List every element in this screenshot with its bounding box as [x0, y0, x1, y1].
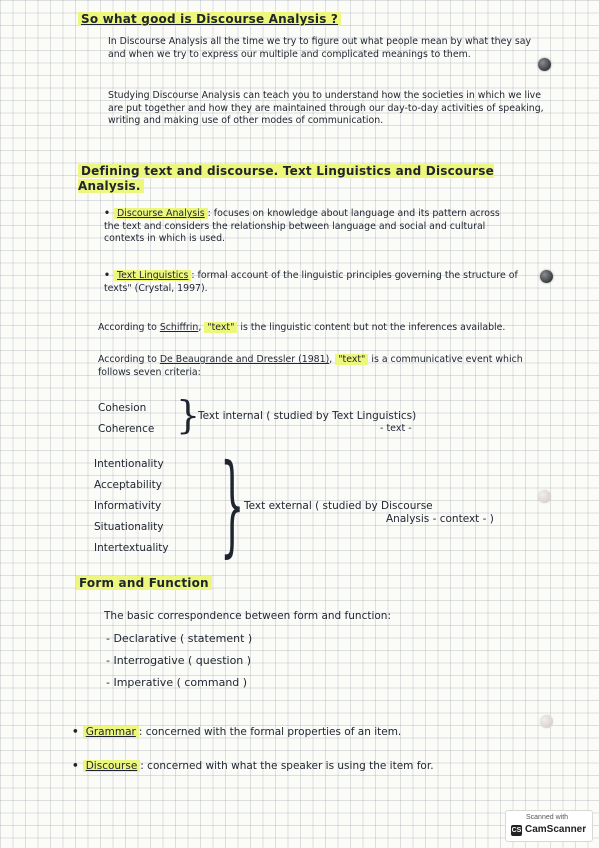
name-beaugrande: De Beaugrande and Dressler (1981) [159, 354, 330, 365]
sentence-type-item: - Imperative ( command ) [106, 676, 248, 689]
quote-text: "text" [204, 322, 237, 333]
bullet-text-linguistics: • Text Linguistics : formal account of the linguistic principles governing the structure of texts" (Crystal, 1997). [104, 270, 518, 294]
term-grammar: Grammar [83, 726, 139, 738]
punch-hole-1 [538, 58, 551, 71]
criterion-item: Informativity [94, 500, 162, 512]
brace-external: } [220, 440, 245, 568]
external-criteria-list [94, 454, 169, 559]
label-text-internal-sub: - text - [380, 423, 412, 434]
term-discourse-analysis: Discourse Analysis [114, 208, 208, 219]
punch-hole-4 [540, 715, 553, 728]
criterion-item: Coherence [98, 423, 155, 435]
heading-defining-text: Defining text and discourse. Text Linguistics and Discourse Analysis. [78, 164, 494, 193]
criterion-item: Intentionality [94, 458, 164, 470]
label-text-external-sub: Analysis - context - ) [386, 513, 494, 525]
paragraph-meaning: In Discourse Analysis all the time we try to figure out what people mean by what they say and when we try to express our multiple and complicated meanings to them. [108, 36, 532, 60]
camscanner-watermark [505, 810, 593, 842]
criterion-item: Cohesion [98, 402, 147, 414]
brace-internal: } [176, 393, 201, 437]
heading-form-function: Form and Function [76, 576, 212, 590]
quote-text-2: "text" [335, 354, 368, 365]
sentence-type-item: - Interrogative ( question ) [106, 654, 252, 667]
bullet-discourse: • Discourse : concerned with what the speaker is using the item for. [72, 760, 434, 772]
bullet-discourse-analysis: • Discourse Analysis : focuses on knowledge about language and its pattern across the text and considers the relationship between language and social and cultural contexts in which is used. [104, 208, 500, 244]
criterion-item: Situationality [94, 521, 164, 533]
paragraph-correspondence: The basic correspondence between form and function: [104, 610, 391, 622]
label-text-internal: Text internal ( studied by Text Linguistics) [198, 410, 417, 422]
criterion-item: Intertextuality [94, 542, 169, 554]
label-text-external: Text external ( studied by Discourse [244, 500, 433, 512]
camscanner-brand-text: CamScanner [525, 824, 587, 835]
term-discourse: Discourse [83, 760, 141, 772]
criterion-item: Acceptability [94, 479, 162, 491]
internal-criteria-list [98, 398, 154, 440]
heading-discourse-analysis-value: So what good is Discourse Analysis ? [78, 12, 341, 26]
paragraph-schiffrin: According to Schiffrin, "text" is the linguistic content but not the inferences available. [98, 322, 506, 333]
sentence-type-item: - Declarative ( statement ) [106, 632, 253, 645]
sentence-types-list [106, 628, 252, 694]
term-text-linguistics: Text Linguistics [114, 270, 191, 281]
punch-hole-2 [540, 270, 553, 283]
paragraph-societies: Studying Discourse Analysis can teach you to understand how the societies in which we live are put together and how they are maintained through our day-to-day activities of speaking, writing and making use of other modes of communication. [108, 90, 544, 126]
scanned-with-text: Scanned with [526, 814, 569, 821]
name-schiffrin: Schiffrin [159, 322, 199, 333]
paragraph-beaugrande: According to De Beaugrande and Dressler (1981), "text" is a communicative event which follows seven criteria: [98, 354, 523, 378]
camscanner-logo-icon: CS [511, 827, 522, 834]
bullet-grammar: • Grammar : concerned with the formal properties of an item. [72, 726, 402, 738]
punch-hole-3 [538, 490, 551, 503]
